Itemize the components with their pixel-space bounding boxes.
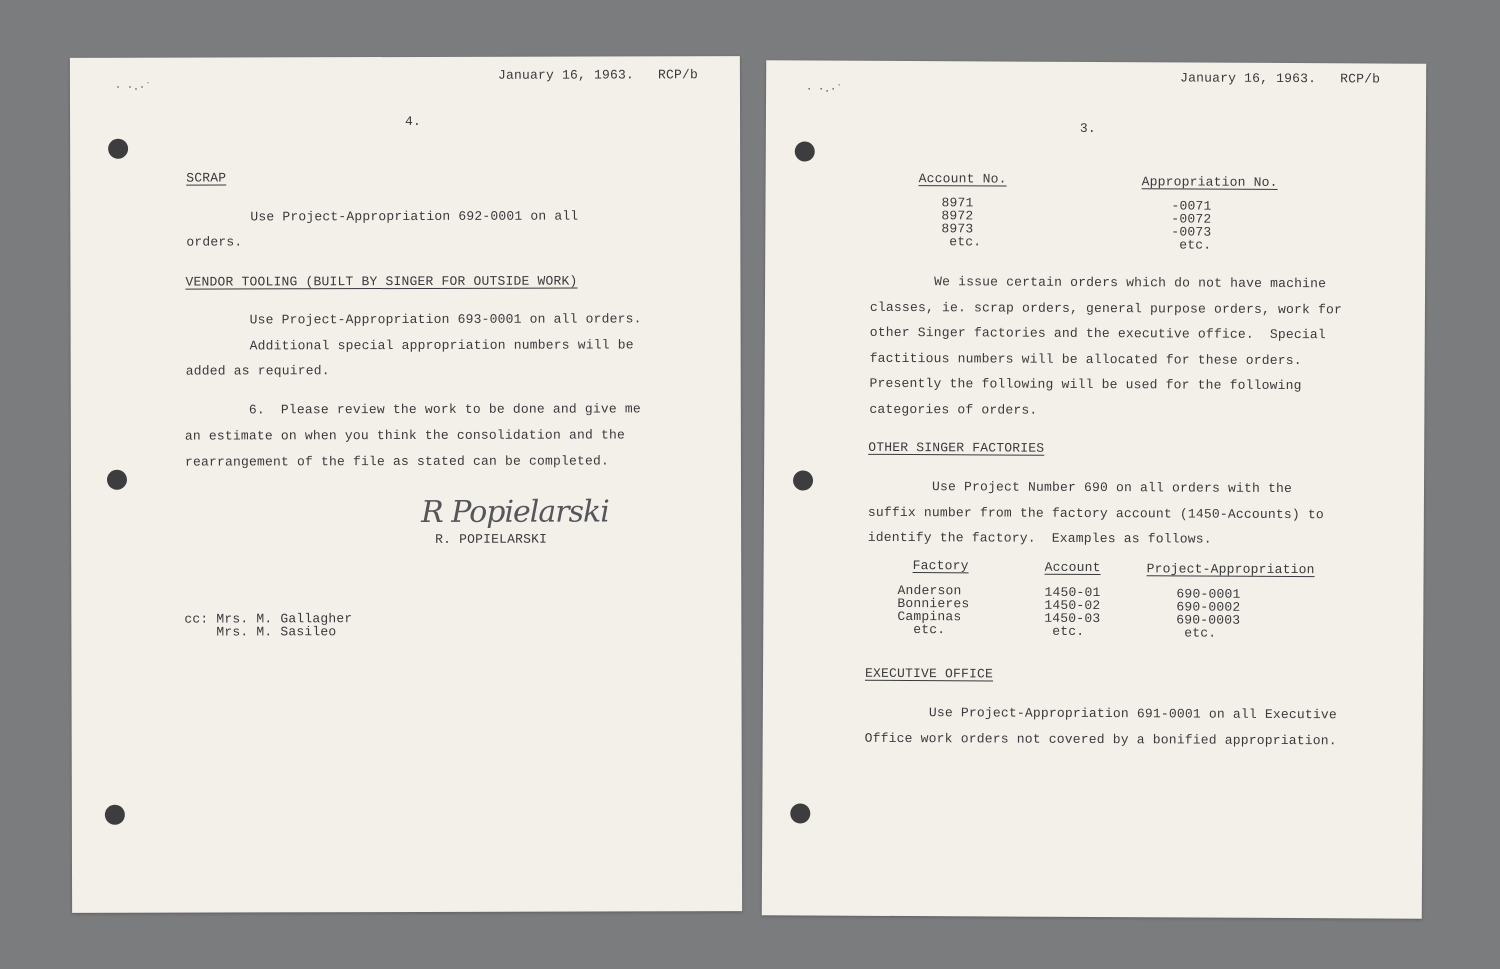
account-cell: 8972 [941, 208, 974, 224]
intro-line: Presently the following will be used for the following [869, 375, 1302, 394]
binder-hole [107, 470, 127, 490]
project-appropriation-column-header: Project-Appropriation [1146, 561, 1315, 578]
factories-line: Use Project Number 690 on all orders with the [867, 478, 1293, 497]
factory-column-header: Factory [912, 558, 969, 574]
account-cell: 8973 [941, 221, 974, 237]
factories-line: suffix number from the factory account (1450-Accounts) to [867, 504, 1324, 523]
scrap-heading: SCRAP [186, 170, 227, 186]
binder-hole [105, 805, 125, 825]
appropriation-column-header: Appropriation No. [1141, 174, 1278, 190]
scrap-line: Use Project-Appropriation 692-0001 on all [186, 208, 579, 225]
factories-line: identify the factory. Examples as follows. [867, 529, 1212, 547]
paper-specks: · ·.·˙ [114, 82, 151, 94]
account-cell: 8971 [941, 195, 974, 211]
cc-line: cc: Mrs. M. Gallagher [184, 611, 353, 627]
account-column-header: Account [1044, 559, 1101, 576]
vendor-tooling-heading: VENDOR TOOLING (BUILT BY SINGER FOR OUTSIDE WORK) [185, 273, 578, 290]
factory-cell: Anderson [897, 582, 962, 599]
appropriation-cell: -0073 [1171, 224, 1212, 240]
other-factories-heading: OTHER SINGER FACTORIES [868, 439, 1045, 456]
project-cell: etc. [1176, 625, 1217, 641]
page-header: January 16, 1963. RCP/b [497, 67, 698, 83]
appropriation-cell: -0071 [1171, 198, 1212, 214]
intro-line: categories of orders. [869, 401, 1038, 418]
paper-specks: · ·.·˙ [806, 84, 843, 96]
factory-cell: etc. [897, 621, 946, 638]
intro-line: We issue certain orders which do not have machine [870, 273, 1327, 292]
item-6-line: an estimate on when you think the consolidation and the [184, 427, 625, 444]
item-6-line: 6. Please review the work to be done and give me [184, 401, 641, 418]
account-cell: etc. [941, 234, 982, 250]
account-column-header: Account No. [918, 171, 1007, 187]
factory-cell: Bonnieres [897, 595, 970, 612]
appropriation-cell: -0072 [1171, 211, 1212, 227]
factory-account-cell: 1450-03 [1044, 610, 1101, 627]
binder-hole [793, 470, 813, 490]
executive-office-heading: EXECUTIVE OFFICE [864, 665, 994, 682]
factory-account-cell: etc. [1044, 623, 1085, 639]
scrap-line: orders. [186, 234, 243, 250]
vendor-line: Additional special appropriation numbers will be [185, 337, 634, 354]
project-cell: 690-0002 [1176, 599, 1241, 615]
binder-hole [795, 141, 815, 161]
signer-name: R. POPIELARSKI [435, 531, 548, 547]
factory-cell: Campinas [897, 608, 962, 625]
vendor-line: added as required. [185, 363, 330, 379]
project-cell: 690-0001 [1176, 586, 1241, 602]
page-3 [762, 60, 1426, 918]
page-header: January 16, 1963. RCP/b [1180, 70, 1381, 87]
executive-line: Use Project-Appropriation 691-0001 on all Executive [864, 704, 1337, 723]
appropriation-cell: etc. [1171, 237, 1212, 253]
page-number: 4. [405, 113, 422, 130]
factory-account-cell: 1450-02 [1044, 597, 1101, 614]
cc-line: Mrs. M. Sasileo [184, 624, 337, 640]
vendor-line: Use Project-Appropriation 693-0001 on all orders. [185, 311, 642, 328]
handwritten-signature: R Popielarski [421, 494, 609, 530]
intro-line: classes, ie. scrap orders, general purpose orders, work for [869, 299, 1343, 318]
intro-line: factitious numbers will be allocated for these orders. [869, 350, 1302, 369]
binder-hole [108, 139, 128, 159]
binder-hole [790, 803, 810, 823]
project-cell: 690-0003 [1176, 612, 1241, 628]
page-4 [70, 56, 742, 913]
item-6-line: rearrangement of the file as stated can be completed. [184, 453, 610, 470]
page-number: 3. [1079, 120, 1096, 137]
executive-line: Office work orders not covered by a bonified appropriation. [864, 730, 1337, 749]
intro-line: other Singer factories and the executive office. Special [869, 324, 1326, 343]
factory-account-cell: 1450-01 [1044, 584, 1101, 601]
